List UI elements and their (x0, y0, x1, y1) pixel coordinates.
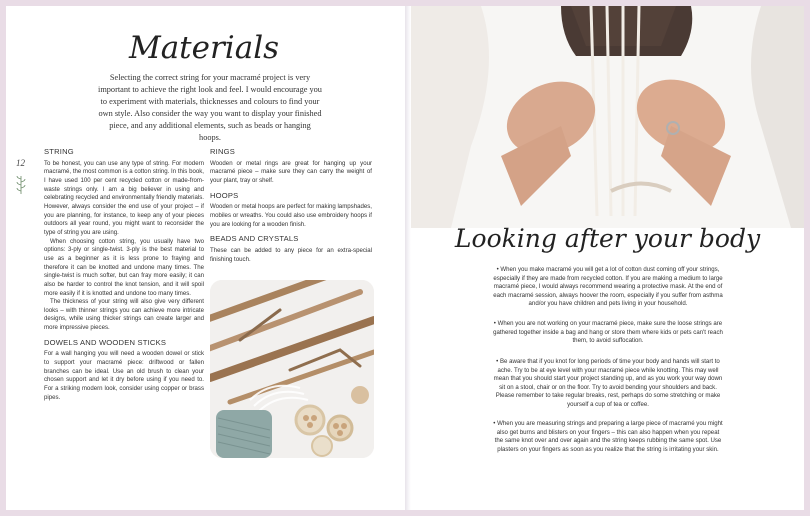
column-left (44, 148, 204, 402)
rings-paragraph: Wooden or metal rings are great for hanging up your macramé piece – make sure they can carry the weight of your plant, tray or shelf. (210, 159, 372, 184)
hands-illustration (411, 6, 804, 228)
hoops-paragraph: Wooden or metal hoops are perfect for making lampshades, mobiles or wreaths. You could also use embroidery hoops if you are looking for a wooden finish. (210, 203, 372, 228)
bullet-3: • Be aware that if you knot for long periods of time your body and hands will start to ache. Try to be at eye level with your macramé piece while knotting. This may well mean that you should start your project standing up, and as you work your way down sit on a stool, chair or on the floor. Try to avoid bending your shoulders and back. Please remember to take regular breaks, rest, perhaps do some stretching or make yourself a cup of tea or coffee. (493, 358, 723, 408)
leaf-sprig-icon (16, 174, 26, 194)
materials-photo (210, 280, 374, 458)
string-paragraph-3: The thickness of your string will also give very different looks – with thinner strings you can achieve more intricate designs, while using thicker strings can create larger and more impressive pieces. (44, 298, 204, 332)
heading-beads: BEADS AND CRYSTALS (210, 234, 299, 244)
heading-string: STRING (44, 147, 74, 156)
intro-paragraph: Selecting the correct string for your macramé project is very important to achieve the right look and feel. I would encourage you to experiment with materials, thicknesses and colours to find your own style. Also consider the way you want to display your finished piece, and any additional elements, such as beads or hanging hoops. (98, 73, 322, 142)
book-spread (6, 6, 804, 510)
page-number: 12 (16, 158, 25, 168)
string-paragraph-1: To be honest, you can use any type of string. For modern macramé, the most common is a cotton string. In this book, I have used 100 per cent recycled cotton or made-from-waste strings only. I am a big believer in using and celebrating recycled and environmentally friendly materials. However, always consider the end use of your project – if you are planning, for instance, to keep any of your pieces outdoors all year round, you might want to reconsider the type of string you are using. (44, 159, 204, 236)
page-title-looking-after: Looking after your body (454, 224, 761, 253)
heading-dowels: DOWELS AND WOODEN STICKS (44, 337, 167, 347)
bullet-2: • When you are not working on your macramé piece, make sure the loose strings are gathered together inside a bag and hang or store them where kids or pets can't reach them, to avoid suffocation. (493, 320, 723, 345)
bullet-1: • When you make macramé you will get a lot of cotton dust coming off your strings, especially if they are made from recycled cotton. If you are making a medium to large macramé piece, I would always recommend wearing a protective mask. At the end of each macramé session, always hoover the room, especially if you suffer from asthma and/or you have children and pets living in your household. (493, 266, 723, 308)
dowels-paragraph: For a wall hanging you will need a wooden dowel or stick to support your macramé piece: driftwood or fallen branches can be ideal. Use an old brush to clean your chosen support and let it dry before using if you need to. For a striking modern look, consider using copper or brass pipes. (44, 350, 204, 401)
hands-knotting-photo (411, 6, 804, 228)
sticks-beads-illustration (210, 280, 374, 458)
string-paragraph-2: When choosing cotton string, you usually have two options: 3-ply or single-twist. 3-ply is the best material to use as a beginner as it is less prone to fraying and therefore it can be knotted and undone many times. The single-twist is much softer, but can fray more easily; it can also be harder to control the knot tension, and it will spoil more easily if it is knotted and undone too many times. (44, 237, 204, 297)
page-title-materials: Materials (128, 30, 280, 66)
heading-hoops: HOOPS (210, 190, 239, 200)
bullet-4: • When you are measuring strings and preparing a large piece of macramé you might also get burns and blisters on your fingers – this can also happen when you repeat the same knot over and over again and the string keeps rubbing the same spot. Use plasters on your fingers as soon as you realize that the string is irritating your skin. (493, 420, 723, 453)
beads-paragraph: These can be added to any piece for an extra-special finishing touch. (210, 246, 372, 263)
column-right (210, 148, 372, 264)
heading-rings: RINGS (210, 147, 236, 156)
